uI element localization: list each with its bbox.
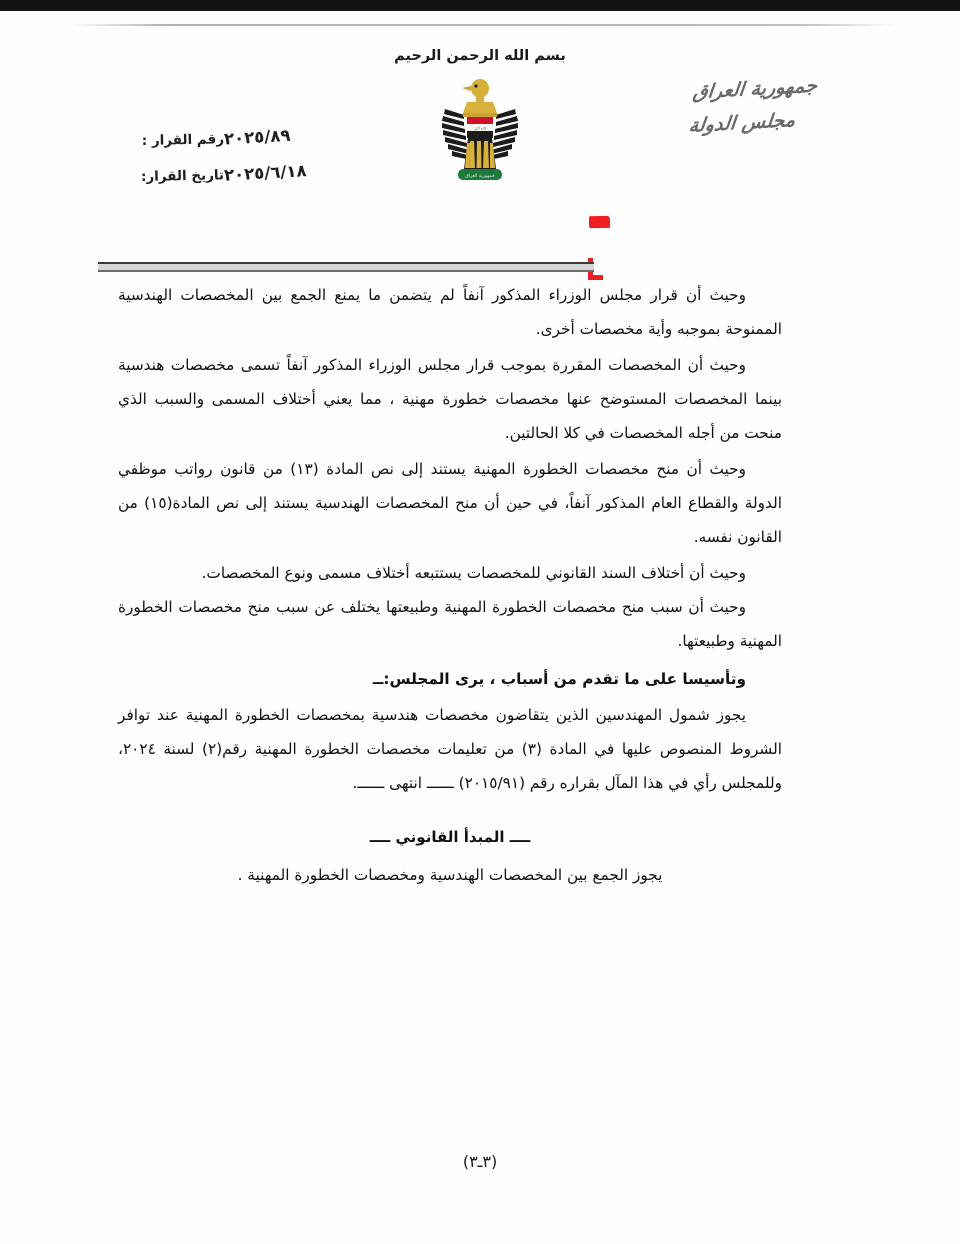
decision-number-row bbox=[108, 125, 368, 149]
header-divider-rule bbox=[98, 262, 594, 272]
svg-text:الله أكبر: الله أكبر bbox=[474, 126, 486, 131]
ruling-paragraph: يجوز شمول المهندسين الذين يتقاضون مخصصات هندسية بمخصصات الخطورة المهنية عند توافر الشروط المنصوص عليها في المادة (٣) من تعليمات مخصصات الخطورة المهنية رقم(٢) لسنة ٢٠٢٤، وللمجلس رأي في هذا المآل بقراره رقم (٢٠١٥/٩١) ــــــ انتهى ــــــ. bbox=[118, 706, 782, 792]
ruling-heading: وتأسيسا على ما تقدم من أسباب ، يرى المجلس:ــ bbox=[372, 670, 746, 688]
title-text: المبدأ القانوني bbox=[395, 828, 505, 846]
page-number: (٣ـ٣) bbox=[462, 1152, 498, 1171]
decision-date-value: ٢٠٢٥/٦/١٨ bbox=[223, 161, 308, 185]
iraqi-eagle-emblem-icon bbox=[434, 73, 526, 185]
letterhead-country: جمهورية العراق bbox=[691, 74, 819, 104]
letterhead-authority: مجلس الدولة bbox=[687, 109, 797, 137]
document-body bbox=[118, 278, 782, 802]
body-paragraph: وحيث أن سبب منح مخصصات الخطورة المهنية وطبيعتها يختلف عن سبب منح مخصصات الخطورة المهنية وطبيعتها. bbox=[118, 598, 782, 650]
title-dash-left: ــــ bbox=[369, 828, 391, 846]
letterhead-calligraphy bbox=[655, 74, 855, 137]
body-paragraph: وحيث أن أختلاف السند القانوني للمخصصات يستتبعه أختلاف مسمى ونوع المخصصات. bbox=[201, 564, 746, 582]
body-paragraph: وحيث أن قرار مجلس الوزراء المذكور آنفاً لم يتضمن ما يمنع الجمع بين المخصصات الهندسية الممنوحة بموجبه وأية مخصصات أخرى. bbox=[118, 286, 782, 338]
basmala-text: بسم الله الرحمن الرحيم bbox=[394, 48, 566, 64]
decision-number-value: ٢٠٢٥/٨٩ bbox=[223, 125, 291, 149]
decision-number-label: رقم القرار : bbox=[141, 131, 225, 150]
legal-principle-title bbox=[118, 828, 782, 846]
title-dash-right: ــــ bbox=[509, 828, 531, 846]
body-paragraph: وحيث أن المخصصات المقررة بموجب قرار مجلس الوزراء المذكور آنفاً تسمى مخصصات هندسية بينما المخصصات المستوضح عنها مخصصات خطورة مهنية ، مما يعني أختلاف المسمى والسبب الذي منحت من أجله المخصصات في كلا الحالتين. bbox=[118, 356, 782, 442]
scan-hairline bbox=[68, 24, 898, 26]
decision-date-row bbox=[108, 161, 368, 185]
decision-meta-block bbox=[108, 125, 368, 200]
decision-date-label: تاريخ القرار: bbox=[140, 167, 225, 186]
document-header bbox=[0, 40, 960, 240]
legal-principle-text: يجوز الجمع بين المخصصات الهندسية ومخصصات الخطورة المهنية . bbox=[237, 866, 663, 884]
body-paragraph: وحيث أن منح مخصصات الخطورة المهنية يستند إلى نص المادة (١٣) من قانون رواتب موظفي الدولة والقطاع العام المذكور آنفاً، في حين أن منح المخصصات الهندسية يستند إلى نص المادة(١٥) من القانون نفسه. bbox=[118, 460, 782, 546]
legal-principle-section bbox=[118, 828, 782, 890]
svg-text:جمهورية العراق: جمهورية العراق bbox=[465, 174, 495, 179]
scan-edge-bar bbox=[0, 0, 960, 11]
red-stamp-mark bbox=[589, 216, 610, 228]
